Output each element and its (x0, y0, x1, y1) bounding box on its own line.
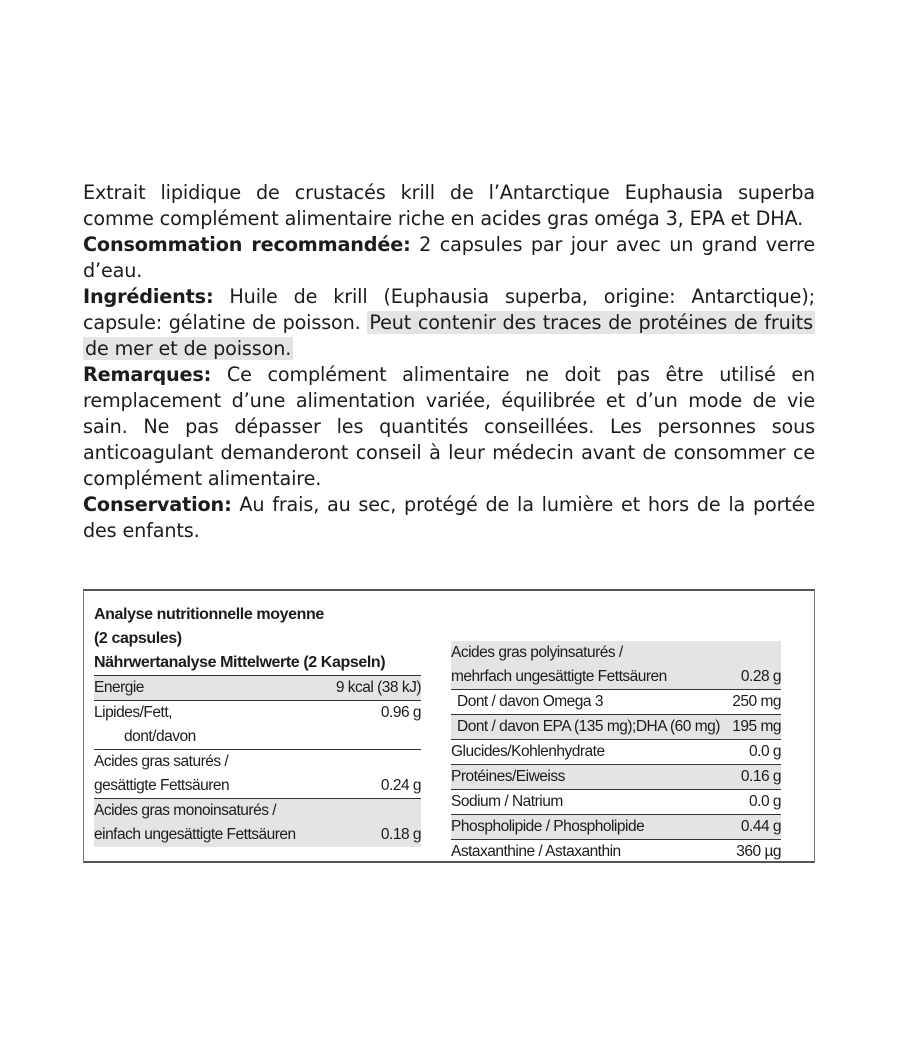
row-label: Acides gras saturés / gesättigte Fettsäuren (94, 753, 230, 794)
row-label: Dont / davon EPA (135 mg);DHA (60 mg) (457, 718, 720, 735)
nutrition-title-de: Nährwertanalyse Mittelwerte (2 Kapseln) (94, 651, 421, 676)
row-value: 250 mg (732, 693, 781, 710)
product-description (83, 180, 815, 544)
row-value: 0.0 g (749, 793, 781, 810)
nutrition-row (451, 840, 781, 864)
allergen-warning: Peut contenir des traces de protéines de fruits de mer et de poisson. (85, 311, 813, 360)
row-value: 195 mg (732, 718, 781, 735)
consumption-paragraph (83, 232, 815, 284)
row-label: dont/davon (124, 728, 196, 745)
nutrition-table (83, 589, 815, 863)
nutrition-row (94, 701, 421, 725)
nutrition-row (94, 725, 421, 750)
row-value: 0.0 g (749, 743, 781, 760)
nutrition-row (451, 715, 781, 740)
row-label: Phospholipide / Phospholipide (451, 818, 645, 835)
nutrition-title-fr-sub: (2 capsules) (94, 630, 182, 647)
ingredients-paragraph (83, 284, 815, 362)
row-label: Protéines/Eiweiss (451, 768, 565, 785)
remarks-label: Remarques: (83, 363, 212, 386)
row-label: Glucides/Kohlenhydrate (451, 743, 605, 760)
nutrition-row (94, 799, 421, 847)
storage-text: Au frais, au sec, protégé de la lumière et hors de la portée des enfants. (83, 493, 815, 542)
nutrition-row (451, 641, 781, 690)
nutrition-left-column (94, 603, 421, 847)
row-label: Acides gras polyinsaturés / mehrfach ungesättigte Fettsäuren (451, 644, 667, 685)
row-value: 0.44 g (740, 818, 781, 835)
nutrition-row (451, 790, 781, 815)
nutrition-row (451, 690, 781, 715)
row-value: 0.28 g (740, 668, 781, 685)
row-value: 9 kcal (38 kJ) (335, 679, 421, 696)
row-label: Lipides/Fett, (94, 704, 172, 721)
remarks-text: Ce complément alimentaire ne doit pas être utilisé en remplacement d’une alimentation variée, équilibrée et d’un mode de vie sain. Ne pas dépasser les quantités conseillées. Les personnes sous anticoagulant demanderont conseil à leur médecin avant de consommer ce complément alimentaire. (83, 363, 815, 490)
row-value: 0.24 g (380, 777, 421, 794)
nutrition-row (451, 740, 781, 765)
ingredients-label: Ingrédients: (83, 285, 214, 308)
nutrition-row (94, 750, 421, 799)
nutrition-title-fr: Analyse nutritionnelle moyenne (94, 606, 324, 623)
row-label: Energie (94, 679, 144, 696)
row-value: 0.96 g (380, 704, 421, 721)
nutrition-right-column (451, 641, 781, 864)
consumption-label: Consommation recommandée: (83, 233, 411, 256)
nutrition-row (451, 815, 781, 840)
row-value: 0.16 g (740, 768, 781, 785)
ingredients-text: Huile de krill (Euphausia superba, origine: Antarctique); capsule: gélatine de poisson. (83, 285, 815, 334)
row-label: Sodium / Natrium (451, 793, 563, 810)
nutrition-row (94, 676, 421, 701)
consumption-text: 2 capsules par jour avec un grand verre d’eau. (83, 233, 815, 282)
nutrition-row (451, 765, 781, 790)
row-label: Acides gras monoinsaturés / einfach ungesättigte Fettsäuren (94, 802, 296, 843)
intro-paragraph: Extrait lipidique de crustacés krill de l’Antarctique Euphausia superba comme complément alimentaire riche en acides gras oméga 3, EPA et DHA. (83, 181, 815, 230)
row-value: 360 µg (736, 843, 781, 860)
row-value: 0.18 g (380, 826, 421, 843)
storage-paragraph (83, 492, 815, 544)
storage-label: Conservation: (83, 493, 232, 516)
row-label: Astaxanthine / Astaxanthin (451, 843, 621, 860)
remarks-paragraph (83, 362, 815, 492)
row-label: Dont / davon Omega 3 (457, 693, 603, 710)
